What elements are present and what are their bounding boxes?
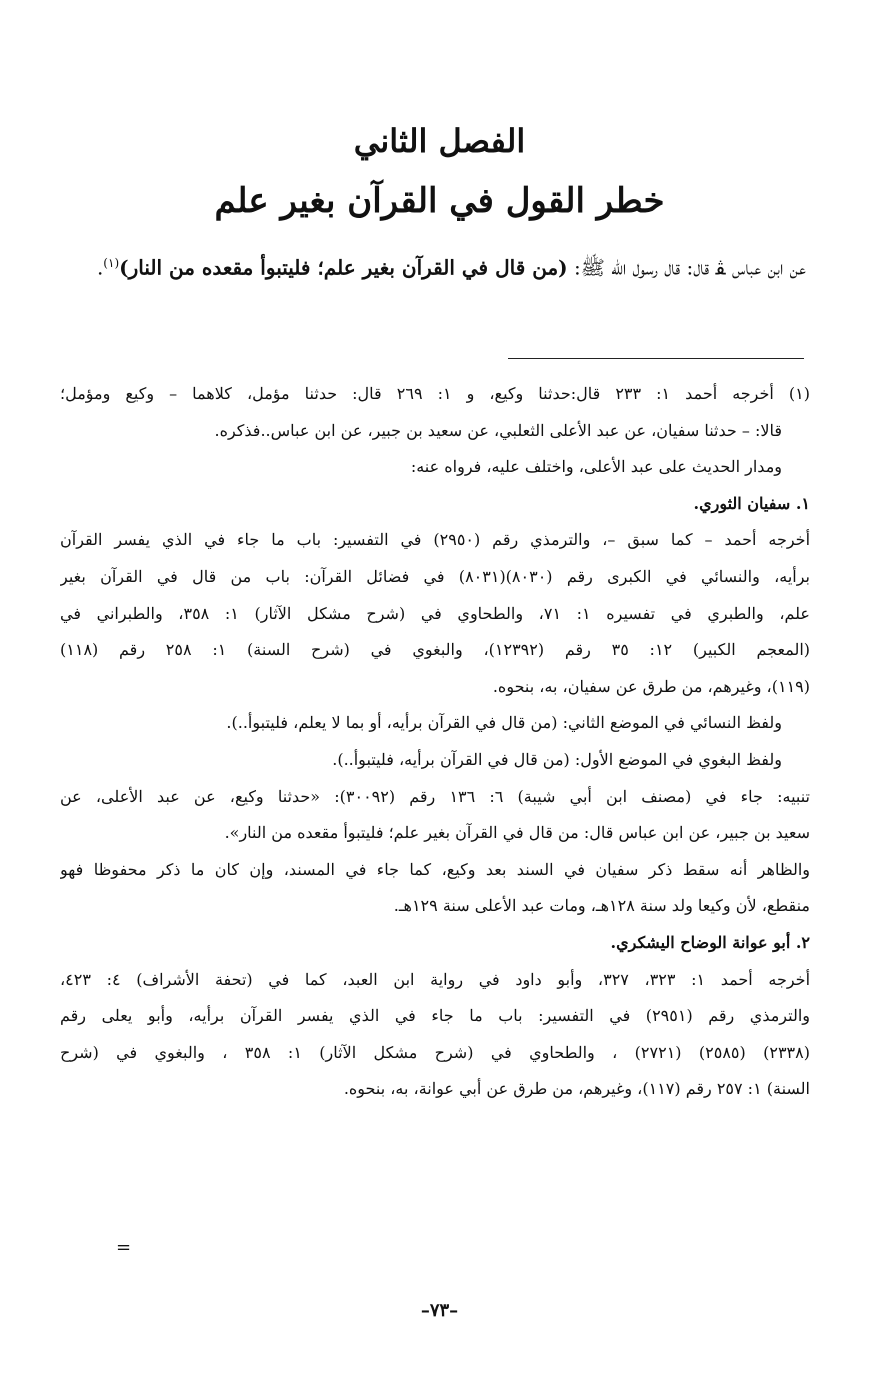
- footnote-line: ولفظ البغوي في الموضع الأول: (من قال في القرآن برأيه، فليتبوأ..).: [332, 749, 782, 769]
- footnote-line: (٢٣٣٨) (٢٥٨٥) (٢٧٢١) ، والطحاوي في (شرح مشكل الآثار) ١: ٣٥٨ ، والبغوي في (شرح: [60, 1042, 810, 1062]
- footnote-line: قالا: – حدثنا سفيان، عن عبد الأعلى الثعلبي، عن سعيد بن جبير، عن ابن عباس..فذكره.: [214, 420, 782, 440]
- footnote-line: (المعجم الكبير) ١٢: ٣٥ رقم (١٢٣٩٢)، والبغوي في (شرح السنة) ١: ٢٥٨ رقم (١١٨): [60, 640, 810, 660]
- footnote-line: ١. سفيان الثوري.: [693, 493, 810, 513]
- hadith-intro: عن ابن عباس ﭭ قال: قال رسول الله ﷺ:: [574, 255, 806, 280]
- footnote-separator: [508, 358, 804, 359]
- footnote-reference: (١): [103, 256, 120, 270]
- footnote-line: والظاهر أنه سقط ذكر سفيان في السند بعد وكيع، كما جاء في المسند، وإن كان ما ذكر محفوظا فهو: [60, 859, 810, 879]
- footnote-line: ٢. أبو عوانة الوضاح اليشكري.: [610, 932, 810, 952]
- continuation-mark: =: [116, 1237, 132, 1258]
- page-number: –٧٣–: [420, 1300, 459, 1321]
- chapter-title: الفصل الثاني: [353, 122, 526, 160]
- footnote-line: أخرجه أحمد ١: ٣٢٣، ٣٢٧، وأبو داود في رواية ابن العبد، كما في (تحفة الأشراف) ٤: ٤٢٣،: [60, 969, 810, 989]
- chapter-subtitle: خطر القول في القرآن بغير علم: [214, 181, 665, 221]
- footnote-line: تنبيه: جاء في (مصنف ابن أبي شيبة) ٦: ١٣٦ رقم (٣٠٠٩٢): «حدثنا وكيع، عن عبد الأعلى، عن: [60, 786, 810, 806]
- hadith-paragraph: [66, 236, 806, 295]
- footnote-line: ولفظ النسائي في الموضع الثاني: (من قال في القرآن برأيه، أو بما لا يعلم، فليتبوأ..).: [226, 713, 782, 733]
- footnote-line: ومدار الحديث على عبد الأعلى، واختلف عليه، فرواه عنه:: [410, 457, 782, 477]
- footnote-line: السنة) ١: ٢٥٧ رقم (١١٧)، وغيرهم، من طرق عن أبي عوانة، به، بنحوه.: [343, 1079, 810, 1099]
- hadith-text: (من قال في القرآن بغير علم؛ فليتبوأ مقعده من النار): [119, 255, 568, 280]
- footnote-line: والترمذي رقم (٢٩٥١) في التفسير: باب ما جاء في الذي يفسر القرآن برأيه، وأبو يعلى رقم: [60, 1006, 810, 1026]
- footnote-line: (١) أخرجه أحمد ١: ٢٣٣ قال:حدثنا وكيع، و ١: ٢٦٩ قال: حدثنا مؤمل، كلاهما – وكيع ومؤمل؛: [60, 384, 810, 403]
- footnote-line: (١١٩)، وغيرهم، من طرق عن سفيان، به، بنحوه.: [492, 676, 810, 696]
- footnote-line: سعيد بن جبير، عن ابن عباس قال: من قال في القرآن بغير علم؛ فليتبوأ مقعده من النار».: [224, 823, 810, 843]
- footnote-line: منقطع، لأن وكيعا ولد سنة ١٢٨هـ، ومات عبد الأعلى سنة ١٢٩هـ.: [393, 896, 810, 916]
- hadith-end: .: [96, 255, 104, 280]
- footnote-line: أخرجه أحمد – كما سبق –، والترمذي رقم (٢٩٥٠) في التفسير: باب ما جاء في الذي يفسر القرآن: [60, 530, 810, 550]
- footnote-line: برأيه، والنسائي في الكبرى رقم (٨٠٣٠)(٨٠٣١) في فضائل القرآن: باب من قال في القرآن بغير: [60, 566, 810, 586]
- footnote-line: علم، والطبري في تفسيره ١: ٧١، والطحاوي في (شرح مشكل الآثار) ١: ٣٥٨، والطبراني في: [60, 603, 810, 623]
- footnotes: [60, 376, 810, 1108]
